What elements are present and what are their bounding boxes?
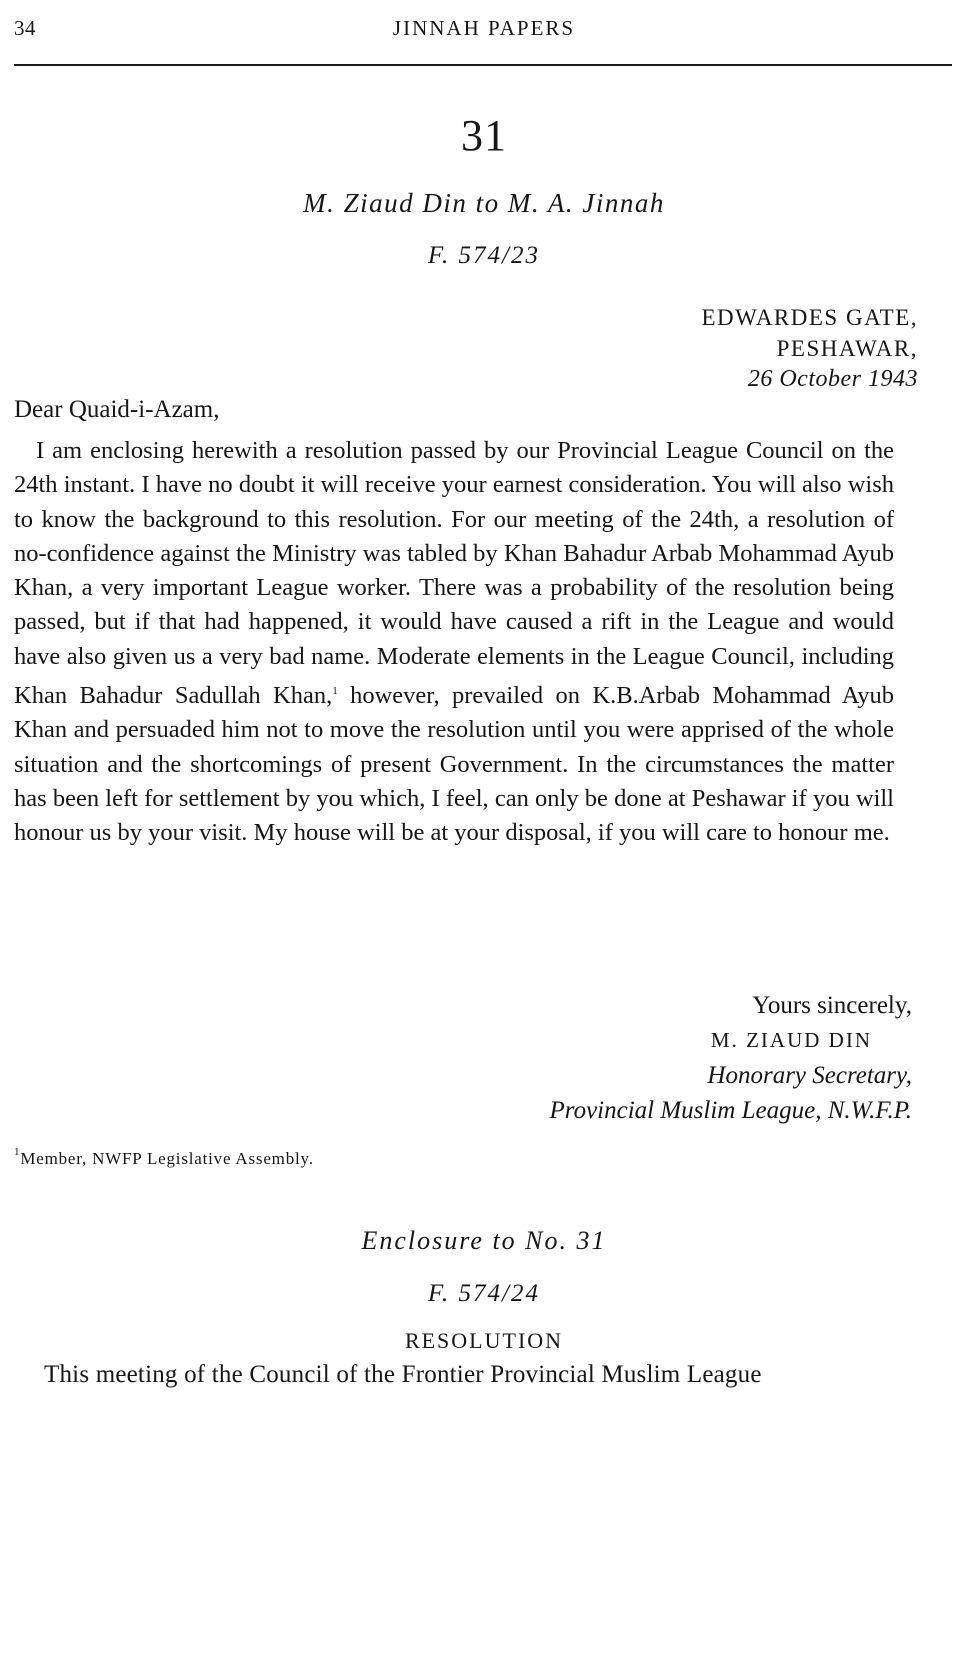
letter-body [14, 434, 894, 851]
enclosure-file-reference: F. 574/24 [428, 1280, 540, 1307]
file-reference: F. 574/23 [428, 242, 540, 269]
footnote-marker: 1 [332, 685, 338, 698]
footnote-number: 1 [14, 1146, 21, 1158]
footnote-text: Member, NWFP Legislative Assembly. [20, 1149, 314, 1168]
letter-body-part-1: I am enclosing herewith a resolution passed by our Provincial League Council on the 24th instant. I have no doubt it will receive your earnest consideration. You will also wish to know the background to this resolution. For our meeting of the 24th, a resolution of no-confidence against the Ministry was tabled by Khan Bahadur Arbab Mohammad Ayub Khan, a very important League worker. There was a probability of the resolution being passed, but if that had happened, it would have caused a rift in the League and would have also given us a very bad name. Moderate elements in the League Council, including Khan Bahadur Sadullah Khan, [14, 437, 894, 710]
page-number: 34 [14, 16, 36, 40]
salutation: Dear Quaid-i-Azam, [14, 396, 220, 423]
sender-title: Honorary Secretary, [707, 1062, 912, 1089]
address-line-1: EDWARDES GATE, [701, 305, 918, 330]
sender-organization: Provincial Muslim League, N.W.F.P. [549, 1097, 912, 1124]
header-rule [14, 64, 952, 66]
running-title: JINNAH PAPERS [392, 16, 576, 40]
closing-phrase: Yours sincerely, [752, 992, 912, 1019]
sender-address [702, 302, 919, 395]
sender-name: M. ZIAUD DIN [710, 1028, 872, 1052]
letter-date: 26 October 1943 [747, 366, 918, 392]
letter-closing [550, 988, 913, 1128]
page-header [14, 12, 954, 52]
address-line-2: PESHAWAR, [776, 336, 918, 361]
document-title: M. Ziaud Din to M. A. Jinnah [303, 188, 665, 218]
letter-body-part-2: however, prevailed on K.B.Arbab Mohammad Ayub Khan and persuaded him not to move the resolution until you were apprised of the whole situation and the shortcomings of present Government. In the circumstances the matter has been left for settlement by you which, I feel, can only be done at Peshawar if you will honour us by your visit. My house will be at your disposal, if you will care to honour me. [14, 682, 894, 847]
footnote [14, 1146, 314, 1169]
resolution-heading: RESOLUTION [404, 1328, 564, 1353]
document-number: 31 [461, 111, 507, 160]
resolution-text: This meeting of the Council of the Frontier Provincial Muslim League [44, 1361, 762, 1388]
enclosure-title: Enclosure to No. 31 [361, 1226, 607, 1255]
